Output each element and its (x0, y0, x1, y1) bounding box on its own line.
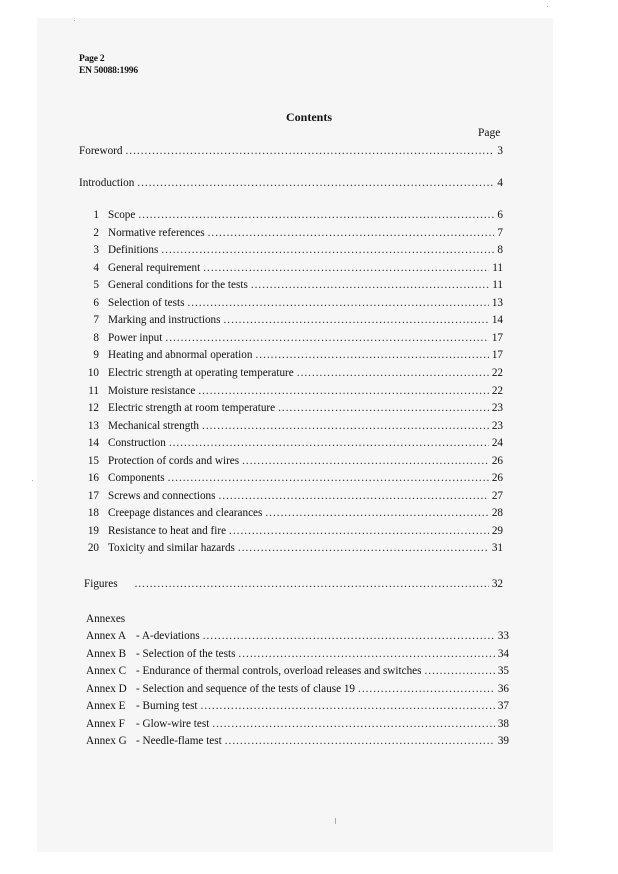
clause-number: 18 (87, 507, 99, 520)
toc-entry-annex[interactable] (86, 630, 509, 642)
page-column-label: Page (478, 127, 501, 139)
entry-title: Screws and connections (108, 489, 216, 502)
dot-leader (165, 332, 488, 344)
toc-entry-clause[interactable] (79, 367, 503, 379)
entry-page: 6 (497, 209, 503, 221)
entry-title: Resistance to heat and fire (108, 524, 227, 537)
dot-leader (138, 209, 494, 221)
toc-entry-clause[interactable] (79, 455, 503, 467)
dot-leader (202, 420, 489, 432)
dot-leader (187, 297, 488, 309)
annex-label: Annex E (86, 700, 126, 712)
entry-page: 4 (497, 177, 503, 189)
toc-entry-clause[interactable] (79, 472, 503, 484)
toc-entry-clause[interactable] (79, 349, 503, 361)
entry-page: 24 (491, 437, 503, 450)
entry-title: Figures (84, 578, 118, 590)
entry-page: 3 (497, 145, 503, 157)
clause-number: 17 (87, 489, 99, 502)
dot-leader (225, 735, 495, 747)
entry-title: Scope (108, 209, 136, 221)
clause-number: 15 (87, 454, 99, 467)
clause-number: 4 (93, 261, 99, 274)
entry-page: 17 (491, 349, 503, 362)
toc-entry-figures[interactable] (84, 578, 503, 590)
dot-leader (203, 630, 495, 642)
dot-leader (203, 262, 489, 274)
header-standard-number: EN 50088:1996 (79, 66, 138, 76)
dot-leader (265, 507, 488, 519)
entry-page: 28 (491, 507, 503, 520)
toc-entry-clause[interactable] (79, 542, 503, 554)
toc-entry-clause[interactable] (79, 209, 503, 221)
dot-leader (242, 455, 489, 467)
entry-page: 34 (497, 647, 509, 660)
clause-number: 19 (87, 524, 99, 537)
entry-title: Introduction (79, 177, 135, 189)
entry-title: Heating and abnormal operation (108, 349, 253, 362)
clause-number: 12 (87, 402, 99, 415)
entry-page: 17 (491, 331, 503, 344)
entry-title: Components (108, 472, 165, 485)
dot-leader (161, 244, 494, 256)
toc-entry-clause[interactable] (79, 490, 503, 502)
entry-page: 35 (497, 665, 509, 677)
toc-entry-clause[interactable] (79, 437, 503, 449)
entry-page: 33 (497, 630, 509, 642)
toc-entry-clause[interactable] (79, 385, 503, 397)
scan-speck (32, 480, 33, 481)
entry-title: - Endurance of thermal controls, overload releases and switches (136, 665, 422, 677)
toc-entry-clause[interactable] (79, 297, 503, 309)
clause-number: 16 (87, 472, 99, 485)
clause-number: 3 (93, 244, 99, 257)
entry-page: 26 (491, 472, 503, 485)
toc-entry-introduction[interactable] (79, 177, 503, 189)
dot-leader (278, 402, 489, 414)
dot-leader (137, 177, 494, 189)
entry-page: 14 (491, 314, 503, 327)
clause-number: 20 (87, 542, 99, 555)
entry-title: Selection of tests (108, 296, 185, 309)
entry-title: - A-deviations (136, 630, 200, 642)
entry-page: 38 (497, 717, 509, 730)
toc-entry-clause[interactable] (79, 227, 503, 239)
entry-title: Construction (108, 437, 166, 450)
entry-title: - Glow-wire test (136, 717, 210, 730)
annex-label: Annex C (86, 665, 127, 677)
dot-leader (358, 683, 495, 695)
entry-title: Protection of cords and wires (108, 454, 240, 467)
entry-title: Power input (108, 331, 163, 344)
toc-entry-clause[interactable] (79, 525, 503, 537)
entry-title: General requirement (108, 261, 201, 274)
dot-leader (424, 665, 494, 677)
toc-entry-clause[interactable] (79, 507, 503, 519)
scan-speck (547, 6, 548, 7)
annex-label: Annex D (86, 682, 127, 695)
dot-leader (297, 367, 489, 379)
dot-leader (212, 718, 494, 730)
clause-number: 10 (87, 366, 99, 379)
entry-title: Normative references (108, 226, 205, 239)
entry-page: 31 (491, 542, 503, 555)
page-header (79, 53, 138, 77)
clause-number: 8 (93, 331, 99, 344)
entry-page: 37 (497, 700, 509, 712)
entry-page: 26 (491, 454, 503, 467)
entry-title: - Needle-flame test (136, 735, 222, 747)
entry-title: Creepage distances and clearances (108, 507, 263, 520)
toc-entry-clause[interactable] (79, 420, 503, 432)
header-page-number: Page 2 (79, 54, 105, 64)
toc-entry-clause[interactable] (79, 402, 503, 414)
clause-number: 13 (87, 419, 99, 432)
scan-speck (335, 818, 336, 824)
entry-title: Mechanical strength (108, 419, 200, 432)
dot-leader (223, 314, 488, 326)
annex-label: Annex G (86, 735, 127, 747)
entry-page: 27 (491, 489, 503, 502)
dot-leader (201, 700, 495, 712)
entry-page: 13 (491, 296, 503, 309)
dot-leader (198, 385, 489, 397)
dot-leader (229, 525, 489, 537)
toc-entry-annex[interactable] (86, 718, 509, 730)
dot-leader (168, 472, 489, 484)
entry-page: 22 (491, 366, 503, 379)
entry-page: 23 (491, 402, 503, 415)
dot-leader (135, 578, 489, 590)
entry-page: 7 (497, 226, 503, 239)
entry-page: 22 (491, 384, 503, 397)
entry-page: 29 (491, 524, 503, 537)
dot-leader (255, 349, 488, 361)
toc-entry-clause[interactable] (79, 244, 503, 256)
clause-number: 6 (93, 296, 99, 309)
clause-number: 2 (93, 226, 99, 239)
entry-title: Toxicity and similar hazards (108, 542, 235, 555)
entry-page: 32 (491, 578, 503, 590)
entry-title: - Burning test (136, 700, 198, 712)
entry-page: 39 (497, 735, 509, 747)
entry-title: - Selection of the tests (136, 647, 236, 660)
clause-number: 5 (93, 279, 99, 292)
dot-leader (169, 437, 489, 449)
toc-entry-clause[interactable] (79, 262, 503, 274)
annexes-heading: Annexes (86, 613, 126, 625)
entry-page: 11 (492, 261, 503, 274)
toc-entry-clause[interactable] (79, 314, 503, 326)
dot-leader (238, 648, 494, 660)
clause-number: 1 (93, 209, 99, 221)
clause-number: 9 (93, 349, 99, 362)
dot-leader (208, 227, 495, 239)
entry-title: Foreword (79, 145, 123, 157)
clause-number: 7 (93, 314, 99, 327)
entry-title: General conditions for the tests (108, 279, 248, 292)
entry-page: 8 (497, 244, 503, 257)
toc-entry-annex[interactable] (86, 700, 509, 712)
entry-page: 11 (492, 279, 503, 292)
entry-title: Electric strength at room temperature (108, 402, 276, 415)
dot-leader (219, 490, 489, 502)
toc-entry-annex[interactable] (86, 683, 509, 695)
dot-leader (126, 145, 495, 157)
entry-title: Moisture resistance (108, 384, 196, 397)
entry-title: Definitions (108, 244, 159, 257)
annex-label: Annex B (86, 647, 127, 660)
contents-title: Contents (285, 110, 332, 124)
clause-number: 11 (88, 384, 99, 397)
dot-leader (251, 279, 489, 291)
annex-label: Annex F (86, 717, 125, 730)
clause-number: 14 (87, 437, 99, 450)
toc-entry-annex[interactable] (86, 648, 509, 660)
toc-entry-annex[interactable] (86, 665, 509, 677)
toc-entry-foreword[interactable] (79, 145, 503, 157)
scan-speck (74, 20, 75, 21)
annex-label: Annex A (86, 630, 127, 642)
entry-title: Marking and instructions (108, 314, 221, 327)
toc-entry-clause[interactable] (79, 332, 503, 344)
toc-entry-annex[interactable] (86, 735, 509, 747)
entry-title: - Selection and sequence of the tests of clause 19 (136, 682, 356, 695)
entry-page: 23 (491, 419, 503, 432)
entry-page: 36 (497, 682, 509, 695)
dot-leader (238, 542, 489, 554)
toc-entry-clause[interactable] (79, 279, 503, 291)
entry-title: Electric strength at operating temperature (108, 366, 294, 379)
